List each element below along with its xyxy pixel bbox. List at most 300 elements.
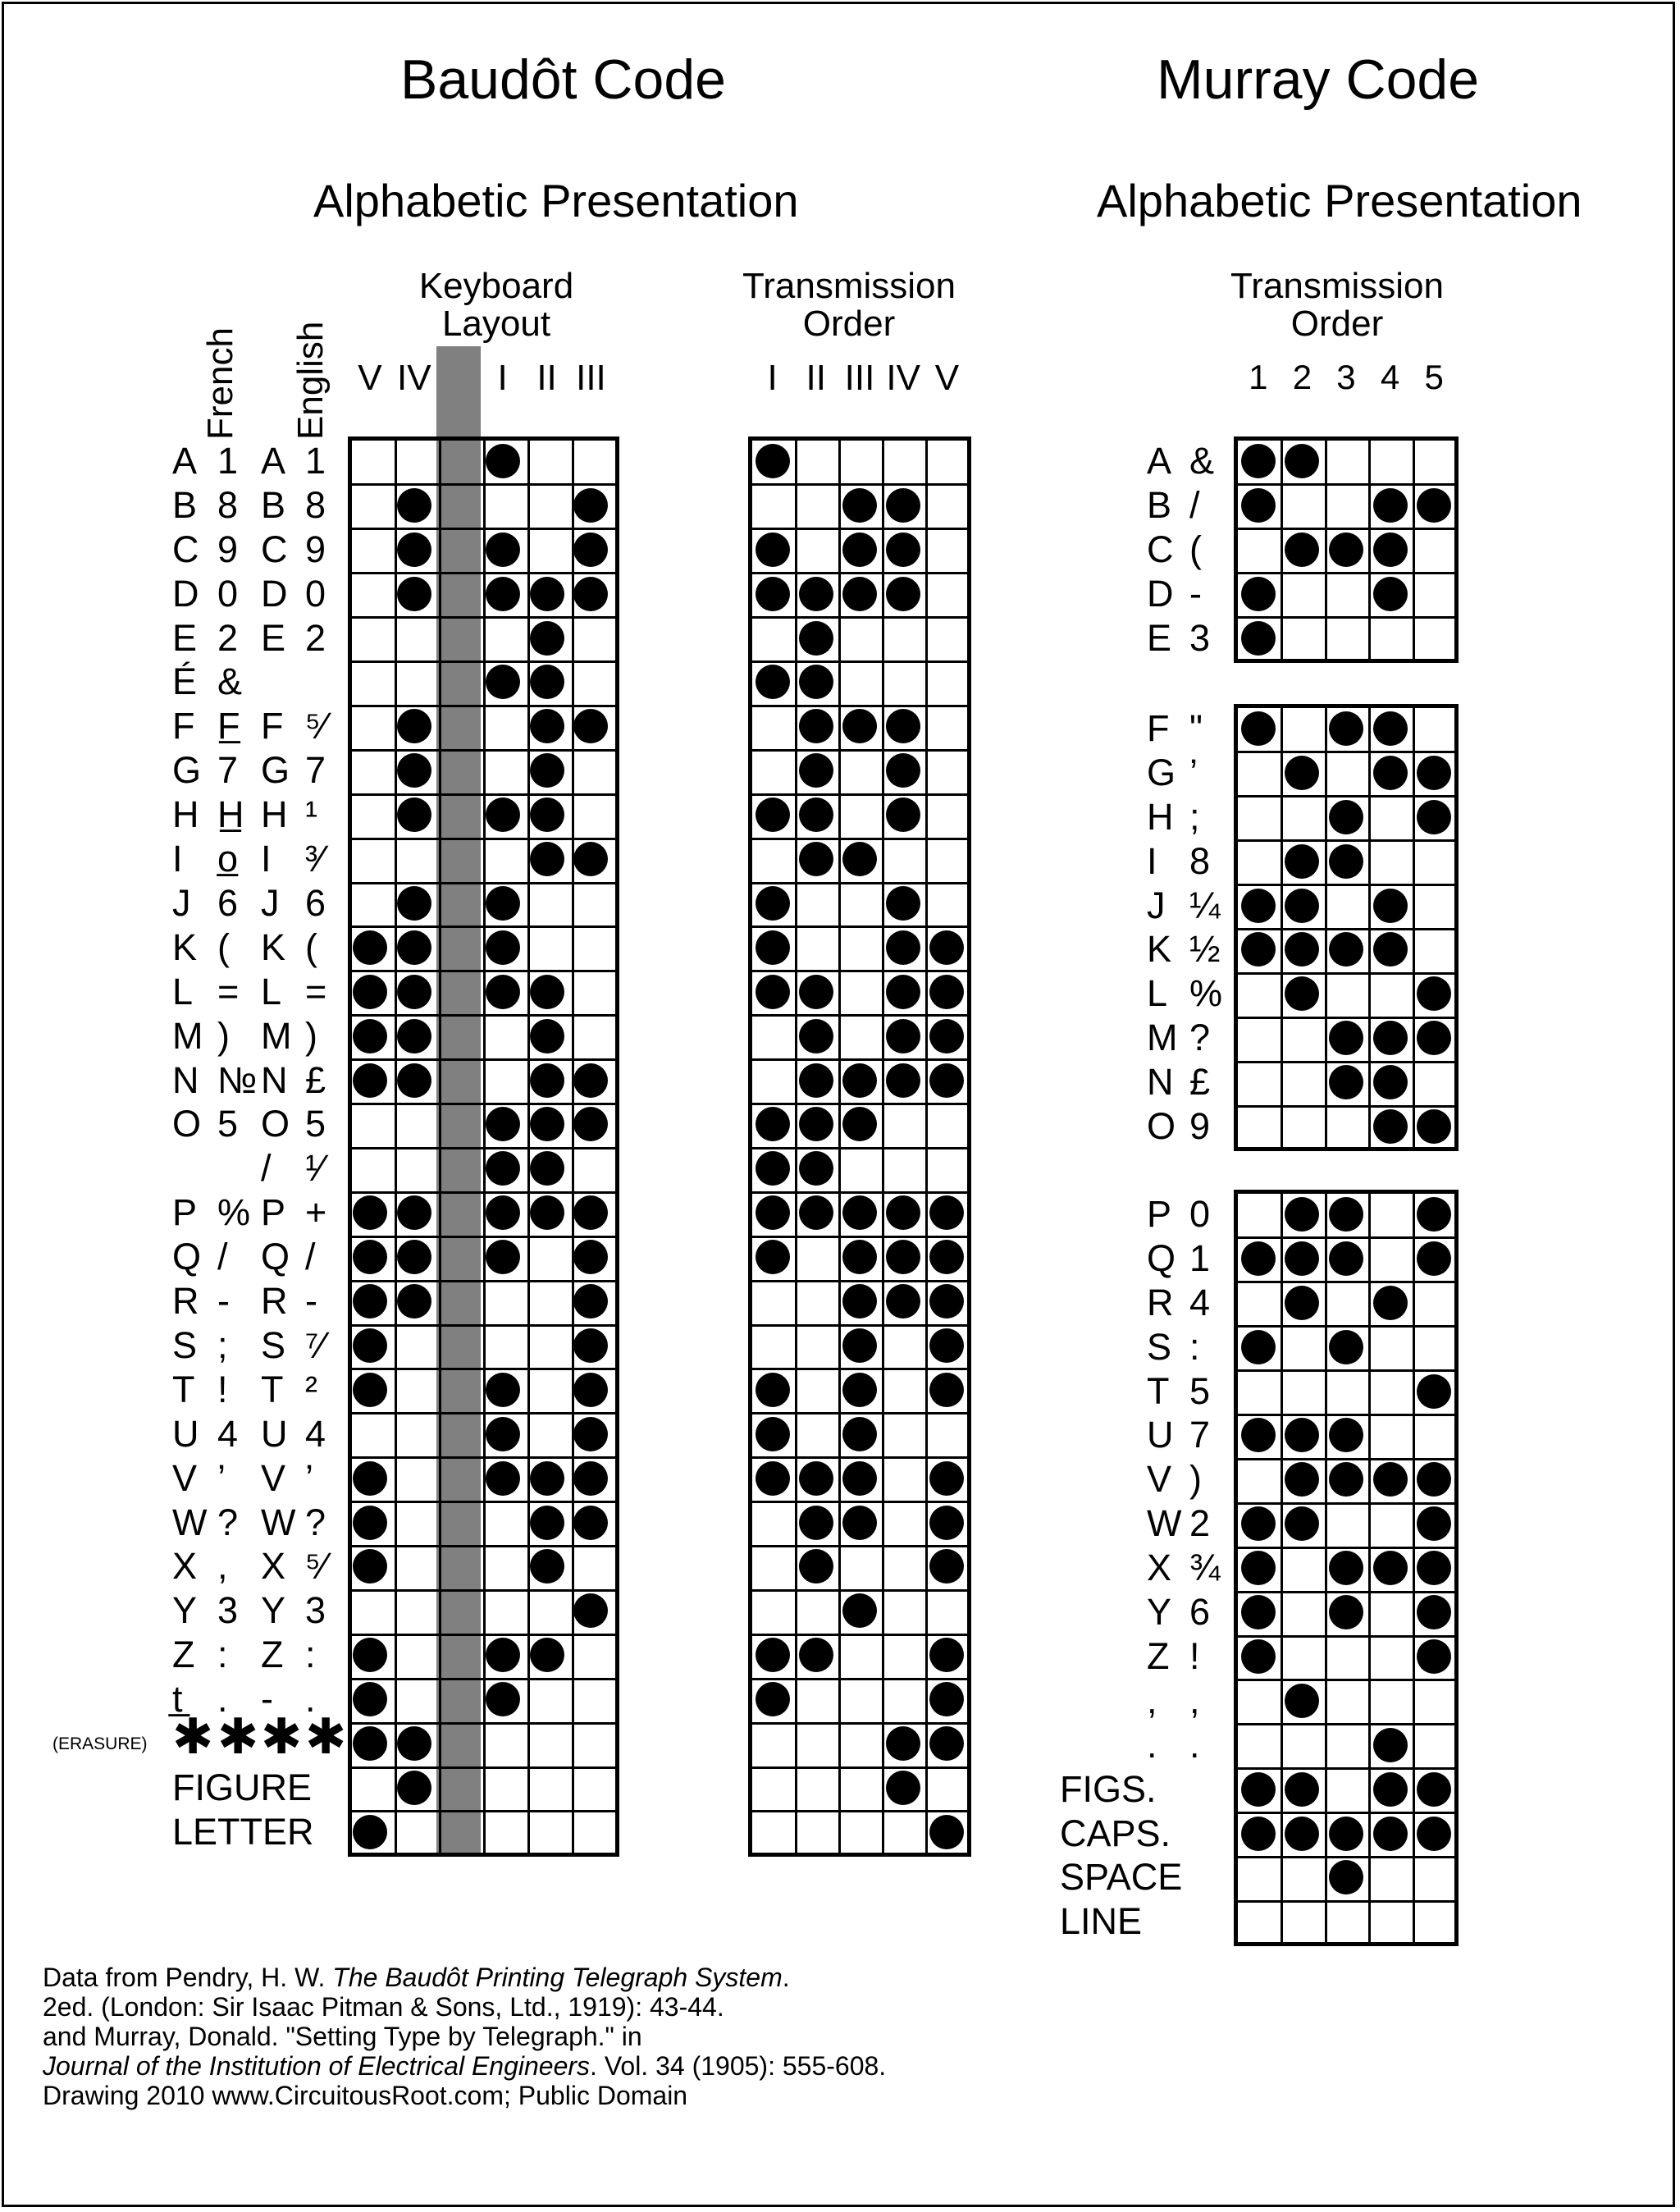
murray-figure: ; (1189, 795, 1200, 838)
murray-row-line (1238, 839, 1454, 842)
transmission-hole (886, 753, 920, 788)
keyboard-hole (353, 1638, 387, 1672)
transmission-hole (799, 1019, 833, 1053)
transmission-hole (799, 1195, 833, 1230)
murray-col-line (1325, 441, 1327, 659)
keyboard-col-header: I (497, 358, 508, 398)
transmission-row-line (752, 1589, 967, 1592)
transmission-row-line (752, 1634, 967, 1636)
murray-hole (1417, 1639, 1451, 1674)
transmission-hole (842, 709, 877, 743)
keyboard-hole (486, 577, 520, 611)
transmission-row-line (752, 483, 967, 486)
keyboard-hole (397, 577, 431, 611)
footer-line4-journal: Journal of the Institution of Electrical Engineers (43, 2051, 591, 2081)
baudot-cell-text: / (261, 1147, 272, 1190)
transmission-col-header: V (934, 358, 960, 398)
keyboard-hole (530, 1195, 564, 1230)
baudot-cell-text: . (217, 1678, 228, 1721)
murray-col-header: 4 (1380, 358, 1400, 396)
murray-figure: , (1189, 1679, 1200, 1721)
transmission-hole (799, 975, 833, 1009)
murray-figure: 7 (1189, 1414, 1211, 1456)
transmission-hole (842, 1461, 877, 1496)
murray-row-line (1238, 751, 1454, 753)
keyboard-hole (573, 1417, 608, 1451)
keyboard-hole (353, 930, 387, 965)
transmission-row-line (752, 705, 967, 707)
murray-figure: ? (1189, 1017, 1211, 1059)
baudot-cell-text: ² (305, 1368, 317, 1410)
keyboard-hole (486, 798, 520, 832)
baudot-cell-text: 7 (217, 749, 239, 792)
baudot-cell-text: - (217, 1280, 230, 1323)
transmission-hole (756, 798, 790, 832)
baudot-cell-text: C (261, 528, 288, 570)
baudot-cell-text: & (217, 660, 243, 703)
baudot-cell-text: P (261, 1191, 286, 1234)
baudot-cell-text: A (172, 439, 198, 482)
baudot-cell-text: X (172, 1545, 198, 1588)
keyboard-row-line (352, 1014, 615, 1017)
murray-row-line (1238, 616, 1454, 619)
keyboard-row-line (352, 1058, 615, 1061)
transmission-hole (756, 1195, 790, 1230)
murray-hole (1417, 756, 1451, 790)
transmission-hole (756, 1461, 790, 1496)
baudot-cell-text: Q (172, 1236, 202, 1278)
keyboard-hole (486, 444, 520, 478)
transmission-hole (799, 1461, 833, 1496)
keyboard-row-line (352, 572, 615, 574)
transmission-hole (842, 532, 877, 567)
murray-figure: 3 (1189, 616, 1211, 659)
keyboard-hole (397, 975, 431, 1009)
keyboard-hole (573, 532, 608, 567)
keyboard-hole (353, 1240, 387, 1274)
baudot-cell-text: % (217, 1191, 251, 1234)
murray-hole (1373, 756, 1408, 790)
murray-letter: W (1147, 1502, 1182, 1545)
murray-hole (1241, 1241, 1276, 1276)
baudot-cell-text: 6 (217, 881, 239, 924)
transmission-hole (799, 577, 833, 611)
transmission-hole (799, 842, 833, 876)
murray-hole (1241, 1595, 1276, 1629)
murray-hole (1417, 800, 1451, 834)
murray-figure: 2 (1189, 1502, 1211, 1545)
baudot-cell-text: C (172, 528, 199, 570)
baudot-cell-text: ³⁄ (305, 838, 324, 880)
transmission-row-line (752, 1280, 967, 1282)
murray-hole (1285, 1772, 1319, 1807)
murray-row-line (1238, 1369, 1454, 1372)
transmission-hole (929, 1549, 964, 1584)
baudot-cell-text: V (172, 1456, 198, 1499)
keyboard-hole (530, 1549, 564, 1584)
baudot-cell-text: / (305, 1236, 316, 1278)
transmission-hole (929, 1682, 964, 1716)
keyboard-hole (353, 1328, 387, 1363)
english-label: English (290, 321, 331, 440)
baudot-cell-text: ✱ (305, 1709, 347, 1765)
murray-figure: ¼ (1189, 884, 1221, 926)
murray-row-label: FIGS. (1060, 1767, 1157, 1810)
transmission-hole (929, 1284, 964, 1319)
transmission-row-line (752, 1368, 967, 1370)
baudot-cell-text: Y (172, 1589, 198, 1632)
murray-hole (1417, 488, 1451, 523)
keyboard-row-line (352, 1236, 615, 1238)
baudot-cell-text: ? (305, 1501, 326, 1543)
transmission-row-line (752, 1412, 967, 1414)
transmission-hole (756, 1638, 790, 1672)
keyboard-hole (486, 1107, 520, 1141)
keyboard-hole (353, 1726, 387, 1761)
murray-letter: L (1147, 972, 1168, 1015)
murray-row-line (1238, 1017, 1454, 1019)
keyboard-hole (397, 709, 431, 743)
baudot-cell-text: = (305, 970, 327, 1012)
murray-hole (1285, 976, 1319, 1011)
murray-row-line (1238, 1502, 1454, 1505)
baudot-cell-text: L (261, 970, 282, 1012)
murray-figure: / (1189, 483, 1200, 526)
keyboard-hole (353, 1063, 387, 1098)
transmission-hole (842, 1195, 877, 1230)
keyboard-heading-line2: Layout (441, 304, 551, 344)
transmission-hole (929, 1063, 964, 1098)
baudot-cell-text: H (261, 793, 288, 836)
footer-line1-suffix: . (782, 1963, 790, 1992)
transmission-row-line (752, 970, 967, 972)
murray-letter: Q (1147, 1236, 1176, 1279)
footer-citation (43, 1963, 886, 2110)
murray-hole (1373, 1286, 1408, 1320)
transmission-hole (929, 1019, 964, 1053)
murray-heading-line2: Order (1290, 304, 1384, 344)
transmission-hole (929, 1638, 964, 1672)
murray-hole (1285, 1506, 1319, 1541)
keyboard-row-line (352, 1634, 615, 1636)
transmission-row-line (752, 1191, 967, 1194)
transmission-hole (929, 1815, 964, 1849)
keyboard-row-line (352, 660, 615, 663)
murray-subtitle: Alphabetic Presentation (1097, 175, 1582, 226)
baudot-cell-text: B (261, 483, 286, 526)
keyboard-col-header: II (536, 358, 557, 398)
baudot-cell-text: + (305, 1191, 327, 1234)
murray-row-line (1238, 1061, 1454, 1063)
murray-heading-line1: Transmission (1230, 266, 1444, 306)
murray-hole (1373, 1817, 1408, 1851)
transmission-row-line (752, 925, 967, 928)
baudot-cell-text: D (172, 572, 199, 615)
murray-hole (1373, 1551, 1408, 1585)
transmission-hole (756, 1682, 790, 1716)
murray-hole (1285, 1286, 1319, 1320)
murray-figure: 0 (1189, 1192, 1211, 1235)
keyboard-row-line (352, 1722, 615, 1725)
baudot-cell-text: R (261, 1280, 288, 1323)
keyboard-hole (397, 1063, 431, 1098)
keyboard-hole (486, 975, 520, 1009)
murray-row-line (1238, 1547, 1454, 1549)
baudot-cell-text: B (172, 483, 198, 526)
murray-row-line (1238, 1325, 1454, 1328)
keyboard-hole (530, 1638, 564, 1672)
murray-row-line (1238, 972, 1454, 975)
murray-letter: U (1147, 1414, 1174, 1456)
erasure-label: (ERASURE) (52, 1734, 148, 1753)
transmission-row-line (752, 616, 967, 619)
keyboard-row-line (352, 705, 615, 707)
transmission-hole (756, 1151, 790, 1186)
murray-row-line (1238, 1856, 1454, 1858)
keyboard-hole (486, 1682, 520, 1716)
murray-hole (1373, 711, 1408, 746)
keyboard-row-line (352, 483, 615, 486)
transmission-hole (842, 1284, 877, 1319)
murray-hole (1329, 1860, 1363, 1894)
murray-figure: - (1189, 572, 1202, 615)
transmission-hole (799, 798, 833, 832)
keyboard-hole (530, 842, 564, 876)
keyboard-hole (573, 1240, 608, 1274)
baudot-cell-text: H̲ (217, 793, 244, 836)
transmission-hole (799, 665, 833, 699)
baudot-cell-text: F (172, 705, 195, 747)
baudot-cell-text: 4 (217, 1412, 239, 1455)
baudot-cell-text: S (261, 1323, 286, 1366)
transmission-row-line (752, 1545, 967, 1547)
murray-figure: ! (1189, 1634, 1200, 1677)
transmission-hole (756, 532, 790, 567)
murray-col-line (1368, 1194, 1371, 1942)
keyboard-hole (353, 975, 387, 1009)
murray-hole (1241, 1330, 1276, 1364)
baudot-cell-text: W (261, 1501, 296, 1543)
murray-figure: % (1189, 972, 1223, 1015)
keyboard-row-line (352, 1456, 615, 1459)
baudot-cell-text: O (261, 1103, 290, 1145)
murray-hole (1285, 532, 1319, 567)
baudot-cell-text: 1 (217, 439, 239, 482)
murray-letter: C (1147, 528, 1174, 570)
murray-hole (1329, 1065, 1363, 1099)
murray-letter: P (1147, 1192, 1172, 1235)
baudot-cell-text: £ (305, 1058, 326, 1101)
baudot-cell-text: O (172, 1103, 202, 1145)
baudot-cell-text: W (172, 1501, 208, 1543)
baudot-cell-text: ! (217, 1368, 228, 1410)
murray-figure: ’ (1189, 751, 1198, 793)
keyboard-hole (530, 709, 564, 743)
murray-hole (1241, 1639, 1276, 1674)
baudot-cell-text: 6 (305, 881, 326, 924)
murray-row-line (1238, 928, 1454, 930)
murray-row-line (1238, 1900, 1454, 1903)
baudot-cell-text: t̲ (172, 1678, 183, 1721)
baudot-cell-text: ) (217, 1014, 230, 1057)
transmission-hole (929, 1328, 964, 1363)
keyboard-hole (530, 621, 564, 656)
murray-hole (1285, 1462, 1319, 1497)
baudot-cell-text: M (261, 1014, 292, 1057)
keyboard-hole (573, 842, 608, 876)
baudot-cell-text: ? (217, 1501, 239, 1543)
transmission-col-header: III (844, 358, 875, 398)
transmission-hole (886, 975, 920, 1009)
murray-row-line (1238, 1767, 1454, 1770)
keyboard-hole (353, 1506, 387, 1540)
murray-hole (1285, 756, 1319, 790)
keyboard-hole (397, 1019, 431, 1053)
keyboard-hole (530, 665, 564, 699)
transmission-row-line (752, 1103, 967, 1105)
murray-hole (1241, 932, 1276, 967)
murray-hole (1373, 1462, 1408, 1497)
murray-hole (1373, 488, 1408, 523)
murray-hole (1417, 1021, 1451, 1055)
transmission-hole (756, 886, 790, 921)
transmission-hole (886, 488, 920, 523)
murray-hole (1373, 889, 1408, 923)
baudot-cell-text: I (172, 838, 183, 880)
footer-line-4 (43, 2051, 886, 2081)
murray-hole (1373, 932, 1408, 967)
transmission-hole (929, 1506, 964, 1540)
transmission-hole (929, 930, 964, 965)
keyboard-row-line (352, 1368, 615, 1370)
murray-hole (1285, 844, 1319, 879)
french-label: French (200, 327, 240, 440)
baudot-cell-text: E (172, 616, 198, 659)
keyboard-row-line (352, 1766, 615, 1769)
transmission-row-line (752, 1766, 967, 1769)
footer-line-5: Drawing 2010 www.CircuitousRoot.com; Public Domain (43, 2081, 688, 2110)
transmission-hole (799, 1063, 833, 1098)
keyboard-hole (486, 886, 520, 921)
baudot-cell-text: J (172, 881, 191, 924)
murray-hole (1241, 621, 1276, 656)
keyboard-row-line (352, 882, 615, 884)
transmission-hole (756, 577, 790, 611)
baudot-cell-text: : (217, 1634, 228, 1676)
transmission-hole (842, 1063, 877, 1098)
murray-col-header: 5 (1424, 358, 1444, 396)
keyboard-hole (397, 886, 431, 921)
baudot-cell-text: E (261, 616, 286, 659)
murray-hole (1417, 1551, 1451, 1585)
murray-hole (1329, 1021, 1363, 1055)
murray-col-line (1413, 441, 1415, 659)
footer-line4-suffix: . Vol. 34 (1905): 555-608. (590, 2051, 887, 2081)
murray-hole (1373, 1065, 1408, 1099)
murray-hole (1417, 1241, 1451, 1276)
baudot-cell-text: F̲ (217, 705, 240, 747)
murray-row-line (1238, 528, 1454, 530)
keyboard-hole (486, 1638, 520, 1672)
murray-row-line (1238, 795, 1454, 798)
keyboard-row-line (352, 1280, 615, 1282)
transmission-hole (886, 577, 920, 611)
murray-hole (1329, 1551, 1363, 1585)
murray-letter: S (1147, 1325, 1172, 1368)
murray-hole (1285, 1684, 1319, 1718)
transmission-hole (799, 1506, 833, 1540)
keyboard-hole (486, 1461, 520, 1496)
footer-line1-prefix: Data from Pendry, H. W. (43, 1963, 333, 1992)
transmission-hole (886, 1195, 920, 1230)
murray-letter: B (1147, 483, 1172, 526)
murray-figure: : (1189, 1325, 1200, 1368)
keyboard-hole (573, 577, 608, 611)
transmission-hole (756, 665, 790, 699)
baudot-cell-text: , (217, 1545, 228, 1588)
baudot-cell-text: ’ (305, 1456, 313, 1499)
baudot-cell-text: A (261, 439, 286, 482)
murray-hole (1329, 932, 1363, 967)
murray-figure: " (1189, 706, 1203, 749)
transmission-row-line (752, 1014, 967, 1017)
baudot-cell-text: ’ (217, 1456, 226, 1499)
murray-hole (1285, 1418, 1319, 1452)
baudot-cell-text: ⁵⁄ (305, 1545, 327, 1588)
murray-hole (1417, 1595, 1451, 1629)
baudot-cell-text: ⁵⁄ (305, 705, 327, 747)
transmission-hole (886, 709, 920, 743)
keyboard-row-line (352, 1324, 615, 1327)
keyboard-hole (486, 930, 520, 965)
murray-hole (1285, 1241, 1319, 1276)
keyboard-hole (486, 1373, 520, 1407)
keyboard-hole (573, 1461, 608, 1496)
murray-hole (1329, 1595, 1363, 1629)
murray-hole (1241, 889, 1276, 923)
murray-letter: . (1147, 1723, 1157, 1766)
murray-row-line (1238, 483, 1454, 486)
transmission-hole (886, 1063, 920, 1098)
transmission-hole (756, 975, 790, 1009)
keyboard-row-line (352, 1501, 615, 1503)
baudot-cell-text: № (217, 1058, 258, 1101)
keyboard-hole (486, 1151, 520, 1186)
keyboard-hole (353, 1815, 387, 1849)
murray-hole (1241, 1418, 1276, 1452)
murray-row-line (1238, 1723, 1454, 1725)
murray-row-line (1238, 1812, 1454, 1814)
keyboard-col-header: IV (397, 358, 431, 398)
keyboard-hole (353, 1195, 387, 1230)
murray-hole (1417, 1109, 1451, 1144)
murray-row-line (1238, 1458, 1454, 1460)
murray-hole (1285, 1817, 1319, 1851)
keyboard-hole (530, 1019, 564, 1053)
baudot-cell-text: N (172, 1058, 199, 1101)
murray-row-label: CAPS. (1060, 1812, 1171, 1854)
murray-col-header: 1 (1249, 358, 1268, 396)
keyboard-row-line (352, 1589, 615, 1592)
murray-letter: , (1147, 1679, 1157, 1721)
baudot-cell-text: ✱ (261, 1709, 303, 1765)
baudot-cell-text: 8 (217, 483, 239, 526)
footer-line-2: 2ed. (London: Sir Isaac Pitman & Sons, Ltd., 1919): 43-44. (43, 1992, 724, 2022)
murray-row-line (1238, 1414, 1454, 1416)
baudot-cell-text: / (217, 1236, 228, 1278)
murray-figure: 5 (1189, 1369, 1211, 1412)
murray-figure: 4 (1189, 1281, 1211, 1323)
